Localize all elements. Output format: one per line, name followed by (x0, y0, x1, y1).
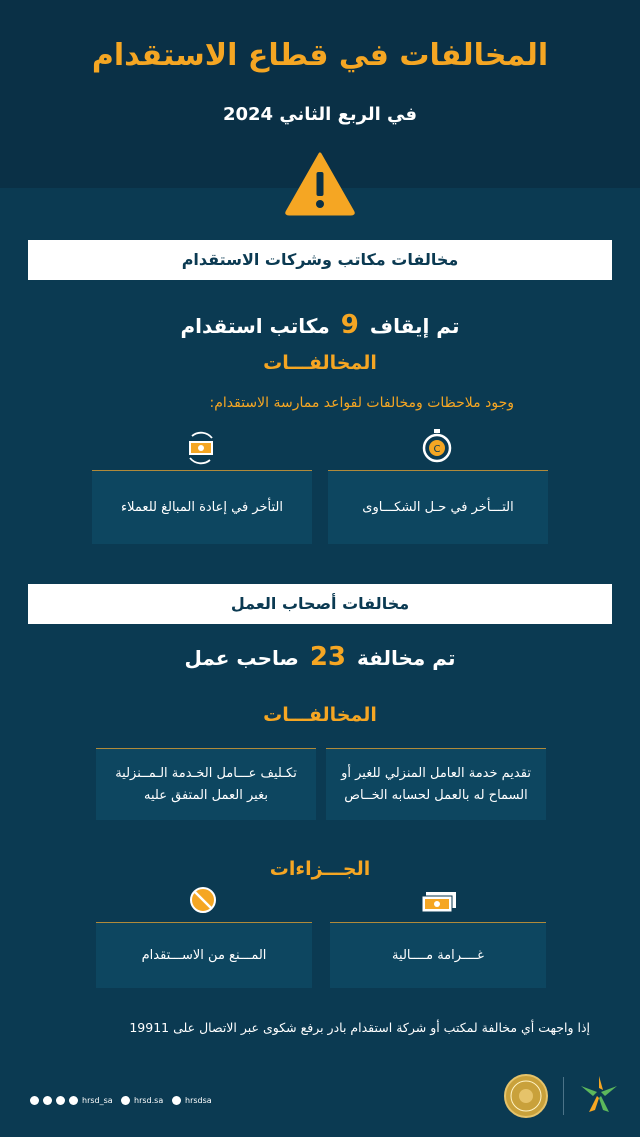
page-subtitle: في الربع الثاني 2024 (222, 104, 418, 125)
employers-violation-1-line2: السماح له بالعمل لحسابه الخــاص (344, 787, 528, 803)
employers-violation-2-line2: بغير العمل المتفق عليه (144, 787, 268, 803)
social-handle-1[interactable] (30, 1096, 113, 1105)
penalty-card-ban (96, 922, 312, 988)
employers-stat-prefix: تم مخالفة (356, 646, 456, 670)
offices-stat-prefix: تم إيقاف (369, 314, 460, 338)
offices-violation-card-1 (328, 470, 548, 544)
page-title: المخالفات في قطاع الاستقدام (91, 38, 549, 73)
instagram-icon (69, 1096, 78, 1105)
facebook-icon (56, 1096, 65, 1105)
ban-icon (189, 886, 217, 914)
money-icon (420, 890, 458, 914)
offices-violation-text-1: التـــأخر في حـل الشكـــاوى (362, 499, 514, 515)
snapchat-icon (43, 1096, 52, 1105)
penalty-card-fine (330, 922, 546, 988)
employers-violations-heading: المخالفـــات (263, 704, 377, 726)
penalties-heading: الجـــزاءات (269, 858, 371, 880)
employers-stat-suffix: صاحب عمل (184, 646, 299, 670)
offices-stat-number: 9 (340, 310, 359, 340)
penalty-ban-text: المـــنع من الاســـتقدام (141, 947, 267, 963)
money-refund-icon (184, 430, 218, 466)
employers-violation-card-1 (326, 748, 546, 820)
government-seal-icon (503, 1073, 549, 1119)
svg-text:C: C (433, 444, 441, 455)
tiktok-icon (121, 1096, 130, 1105)
employers-violation-card-2 (96, 748, 316, 820)
offices-stat (0, 310, 640, 340)
offices-stat-suffix: مكاتب استقدام (180, 314, 330, 338)
employers-violation-2-line1: تكـليف عـــامل الخـدمة الـمــنزلية (115, 765, 297, 781)
section-employers-bar: مخالفات أصحاب العمل (28, 584, 612, 624)
warning-icon (284, 150, 356, 216)
offices-violation-card-2 (92, 470, 312, 544)
offices-violations-heading: المخالفـــات (263, 352, 377, 374)
employers-stat (0, 642, 640, 672)
social-label-1: hrsd_sa (82, 1096, 113, 1105)
offices-violation-text-2: التأخر في إعادة المبالغ للعملاء (121, 499, 283, 515)
employers-stat-number: 23 (309, 642, 346, 672)
youtube-icon (172, 1096, 181, 1105)
x-icon (30, 1096, 39, 1105)
social-handle-3[interactable] (172, 1096, 212, 1105)
social-handle-2[interactable] (121, 1096, 163, 1105)
ministry-logo-icon (575, 1074, 623, 1114)
employers-violation-1-line1: تقديم خدمة العامل المنزلي للغير أو (341, 765, 531, 781)
social-label-2: hrsd.sa (134, 1096, 164, 1105)
penalty-fine-text: غــــرامة مــــالية (392, 947, 484, 963)
stopwatch-icon (420, 428, 454, 464)
social-label-3: hrsdsa (185, 1096, 212, 1105)
offices-violations-intro: وجود ملاحظات ومخالفات لقواعد ممارسة الاستقدام: (209, 395, 514, 411)
footer-divider (563, 1077, 564, 1115)
footer-note: إذا واجهت أي مخالفة لمكتب أو شركة استقدام بادر برفع شكوى عبر الاتصال على 19911 (129, 1020, 590, 1035)
section-offices-bar: مخالفات مكاتب وشركات الاستقدام (28, 240, 612, 280)
